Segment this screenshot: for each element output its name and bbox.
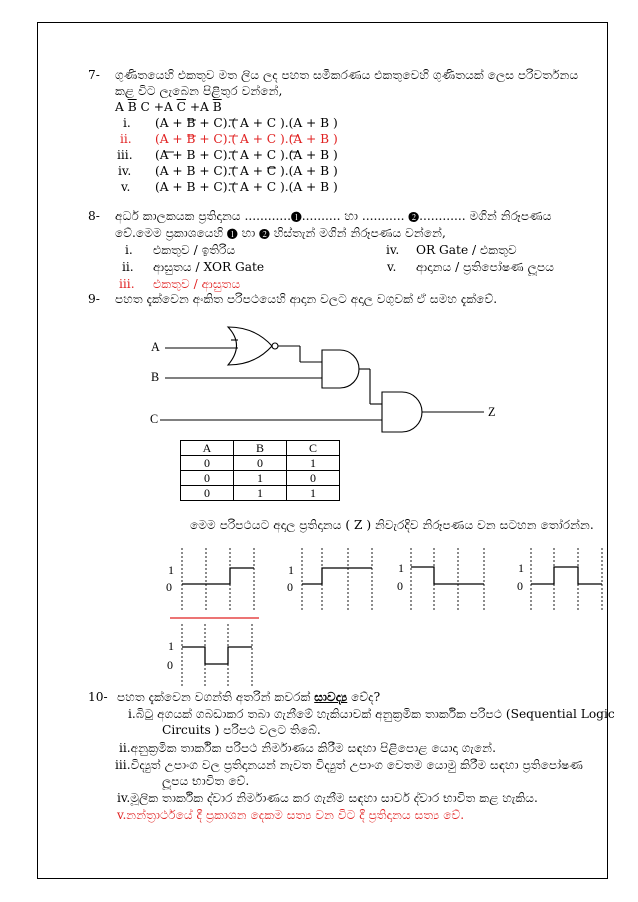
q8-option-i-text: එකතුව / ඉතිරිය bbox=[153, 243, 236, 257]
waveform-2 bbox=[302, 568, 372, 584]
table-cell: 0 bbox=[234, 456, 287, 471]
label-output-z: Z bbox=[488, 405, 496, 419]
table-cell: 1 bbox=[287, 456, 340, 471]
q7-expression: A $\overline{B}$ C +A $\overline{C} +A$ $\overline{B}$ bbox=[115, 100, 222, 114]
wf5-level-low: 0 bbox=[167, 658, 173, 672]
table-cell: 1 bbox=[287, 486, 340, 501]
q10-keyword: සාවද්‍ය bbox=[314, 690, 348, 704]
wf4-level-low: 0 bbox=[517, 579, 523, 593]
q10-option-iii-cont: ලූපය භාවිත වේ. bbox=[162, 774, 250, 788]
table-cell: 0 bbox=[181, 471, 234, 486]
q8-option-iv[interactable]: iv. OR Gate / එකතුව bbox=[386, 243, 517, 257]
q10-option-v[interactable]: v.නන්ත්‍රාර්ථයේ දී ප්‍රකාශන දෙකම සත්‍ය වන විට දී ප්‍රතිදානය සත්‍ය වේ. bbox=[117, 808, 465, 822]
table-cell: 1 bbox=[234, 486, 287, 501]
waveform-5 bbox=[182, 647, 252, 664]
q7-option-ii-text: (A + B + C).( A + C ).(A + B ) bbox=[155, 132, 338, 146]
waveform-3 bbox=[411, 567, 484, 584]
q8-option-ii[interactable]: ii. ආසුතය / XOR Gate bbox=[122, 260, 265, 274]
wf2-level-low: 0 bbox=[287, 580, 293, 594]
q7-option-iii-text: (A + B + C).( A + C ).(A + B ) bbox=[155, 148, 338, 162]
q9-text: පහත දැක්වෙන අංකිත පරිපථයෙහි ආදාන වලට අදාල වගුවක් ඒ සමහ දැක්වේ. bbox=[115, 292, 498, 306]
q8-text-line1: අර්ධ කාලකයක ප්‍රතිදානය ............❶.......... හා ........... ❷............ මගින් නිරූපණය bbox=[115, 209, 552, 223]
waveform-1 bbox=[182, 568, 254, 584]
table-cell: 0 bbox=[181, 486, 234, 501]
wf5-level-high: 1 bbox=[168, 639, 174, 653]
q8-option-v-text: ආදානය / ප්‍රතිපෝෂණ ලූපය bbox=[416, 260, 554, 274]
table-cell: 0 bbox=[181, 456, 234, 471]
q9-number: 9- bbox=[88, 292, 100, 306]
header-a: A bbox=[181, 441, 234, 456]
label-input-c: C bbox=[150, 412, 159, 426]
q7-number: 7- bbox=[88, 68, 100, 82]
q7-option-iv[interactable]: iv. (A + B + C).( A + C ).(A + B ) bbox=[118, 164, 338, 178]
q10-option-iii[interactable]: iii.විද්‍යුත් උපාංග වල ප්‍රතිදානයන් නැවත විද්‍යුත් උපාංග වෙතම යොමු කිරීම සඳහා ප්‍රතිපෝෂණ bbox=[115, 758, 584, 772]
wf1-level-high: 1 bbox=[168, 563, 174, 577]
q10-option-iv[interactable]: iv.මූලික තාර්කික ද්වාර නිර්මාණය කර ගැනීම සඳහා සාර්ව ද්වාර භාවිත කළ හැකිය. bbox=[117, 791, 538, 805]
waveform-4 bbox=[531, 567, 602, 584]
q7-option-v-text: (A + B + C).( A + C ).(A + B ) bbox=[155, 180, 338, 194]
q7-option-i[interactable]: i. (A + B + C).( A + C ).(A + B ) bbox=[123, 116, 338, 130]
q10-option-i[interactable]: i.බිටු අගයක් ගබඩාකර තබා ගැනීමේ හැකියාවක් අනුක්‍රමික තාර්කික පරිපථ (Sequential Logic bbox=[128, 707, 615, 721]
wf1-level-low: 0 bbox=[166, 580, 172, 594]
wf2-level-high: 1 bbox=[288, 563, 294, 577]
q10-text: පහත දැක්වෙන වගන්ති අතරින් කවරක් සාවද්‍ය වේද? bbox=[117, 690, 381, 704]
wf3-level-low: 0 bbox=[397, 579, 403, 593]
q7-text-line1: ගුණිතයෙහි එකතුව මත ලිය ලද පහත සමීකරණය එකතුවෙහි ගුණිතයක් ලෙස පරිවර්තනය bbox=[115, 68, 579, 82]
label-input-a: A bbox=[151, 340, 160, 354]
q8-option-iii[interactable]: iii. එකතුව / ආසුතය bbox=[119, 277, 241, 291]
q8-option-iii-text: එකතුව / ආසුතය bbox=[153, 277, 241, 291]
label-input-b: B bbox=[151, 370, 160, 384]
q9-prompt: මෙම පරිපථයට අදාල ප්‍රතිදානය ( Z ) නිවැරදිව නිරූපණය වන සටහන තෝරන්න. bbox=[190, 518, 594, 532]
q10-number: 10- bbox=[88, 690, 108, 704]
q8-option-ii-text: ආසුතය / XOR Gate bbox=[153, 260, 265, 274]
wf3-level-high: 1 bbox=[398, 561, 404, 575]
q8-option-iv-text: OR Gate / එකතුව bbox=[416, 243, 517, 257]
table-cell: 0 bbox=[287, 471, 340, 486]
q8-option-i[interactable]: i. එකතුව / ඉතිරිය bbox=[125, 243, 236, 257]
wf4-level-high: 1 bbox=[518, 561, 524, 575]
header-c: C bbox=[287, 441, 340, 456]
q10-option-i-cont: Circuits ) පරිපථ වලට තිබේ. bbox=[162, 723, 321, 737]
q7-text-line2: කළ විට ලැබෙන පිළිතුර වන්නේ, bbox=[115, 84, 283, 98]
q7-option-v[interactable]: v. (A + B + C).( A + C ).(A + B ) bbox=[121, 180, 338, 194]
q7-option-iv-text: (A + B + C).( A + C ).(A + B ) bbox=[155, 164, 338, 178]
table-cell: 1 bbox=[234, 471, 287, 486]
q7-option-iii[interactable]: iii. (A + B + C).( A + C ).(A + B ) bbox=[117, 148, 338, 162]
q8-text-line2: වේ.මෙම ප්‍රකාශයෙහි ❶ හා ❷ හිස්තැන් මගින් නිරූපණය වන්නේ, bbox=[115, 226, 446, 240]
header-b: B bbox=[234, 441, 287, 456]
q10-option-ii[interactable]: ii.අනුක්‍රමික තාර්කික පරිපථ නිර්මාණය කිරීම සඳහා පිළිපොළ යොදා ගැනේ. bbox=[119, 741, 496, 755]
q8-number: 8- bbox=[88, 209, 100, 223]
q8-option-v[interactable]: v. ආදානය / ප්‍රතිපෝෂණ ලූපය bbox=[387, 260, 554, 274]
q7-option-ii[interactable]: ii. (A + B + C).( A + C ).(A + B ) bbox=[120, 132, 338, 146]
q7-option-i-text: (A + B + C).( A + C ).(A + B ) bbox=[155, 116, 338, 130]
